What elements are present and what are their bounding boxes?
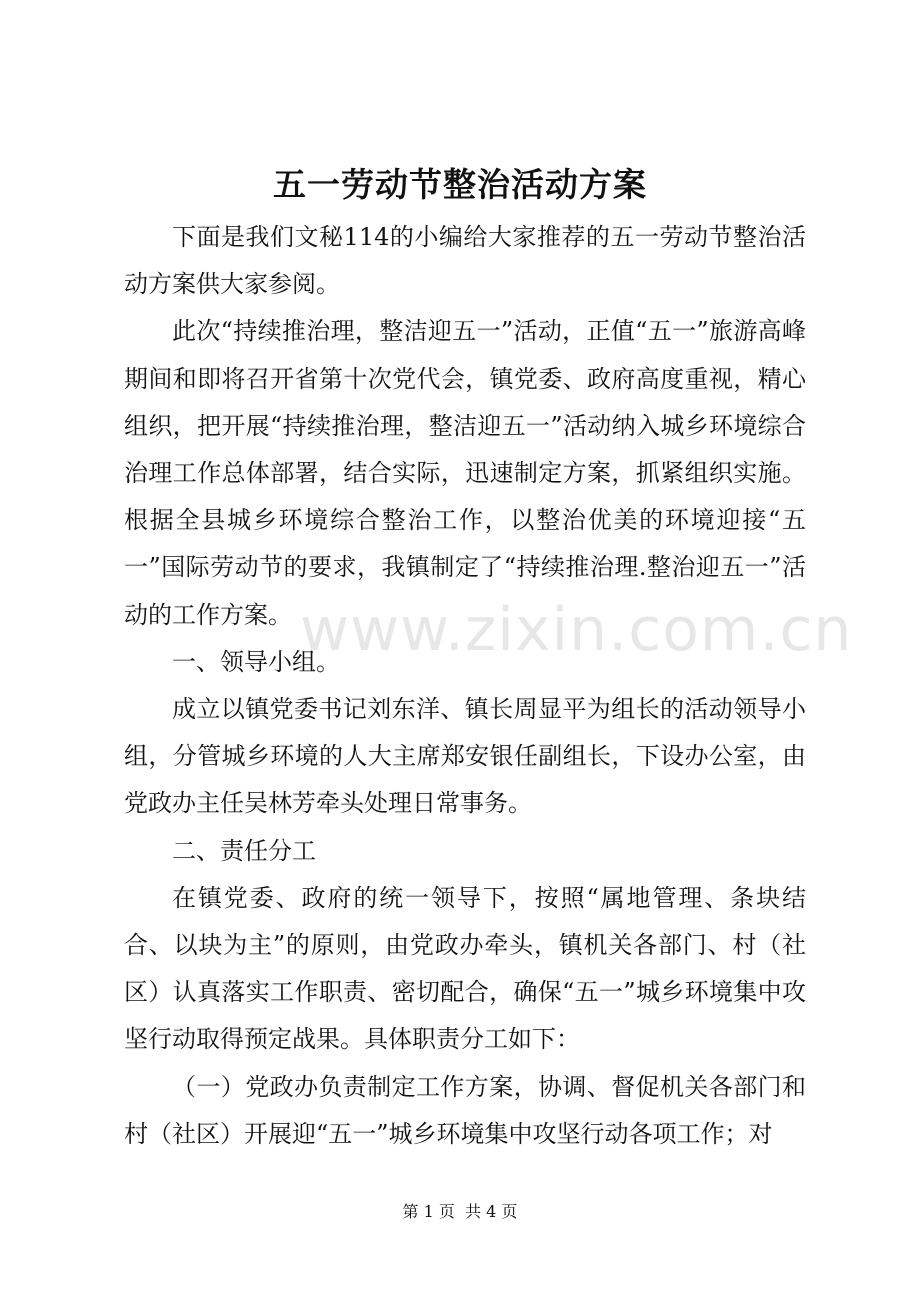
page-number-label: 第 1 页 共 4 页: [402, 1202, 518, 1221]
document-body: [124, 214, 806, 1158]
paragraph-leadership: 成立以镇党委书记刘东洋、镇长周显平为组长的活动领导小组，分管城乡环境的人大主席郑安银任副组长，下设办公室，由党政办主任吴林芳牵头处理日常事务。: [124, 695, 806, 818]
page-footer: [0, 1200, 920, 1224]
paragraph-item-one: （一）党政办负责制定工作方案，协调、督促机关各部门和村（社区）开展迎“五一”城乡环境集中攻坚行动各项工作；对: [124, 1072, 806, 1148]
paragraph-intro: 下面是我们文秘114的小编给大家推荐的五一劳动节整治活动方案供大家参阅。: [124, 223, 806, 299]
paragraph-background: 此次“持续推治理，整洁迎五一”活动，正值“五一”旅游高峰期间和即将召开省第十次党代会，镇党委、政府高度重视，精心组织，把开展“持续推治理，整洁迎五一”活动纳入城乡环境综合治理工作总体部署，结合实际，迅速制定方案，抓紧组织实施。根据全县城乡环境综合整治工作，以整治优美的环境迎接“五一”国际劳动节的要求，我镇制定了“持续推治理.整治迎五一”活动的工作方案。: [124, 317, 806, 629]
document-title: 五一劳动节整治活动方案: [273, 165, 647, 204]
watermark: www.zixin.com.cn: [300, 595, 853, 665]
heading-leadership-group: 一、领导小组。: [172, 647, 340, 676]
paragraph-responsibilities: 在镇党委、政府的统一领导下，按照“属地管理、条块结合、以块为主”的原则，由党政办牵头，镇机关各部门、村（社区）认真落实工作职责、密切配合，确保“五一”城乡环境集中攻坚行动取得预定战果。具体职责分工如下：: [124, 883, 806, 1054]
heading-responsibilities: 二、责任分工: [172, 836, 316, 865]
